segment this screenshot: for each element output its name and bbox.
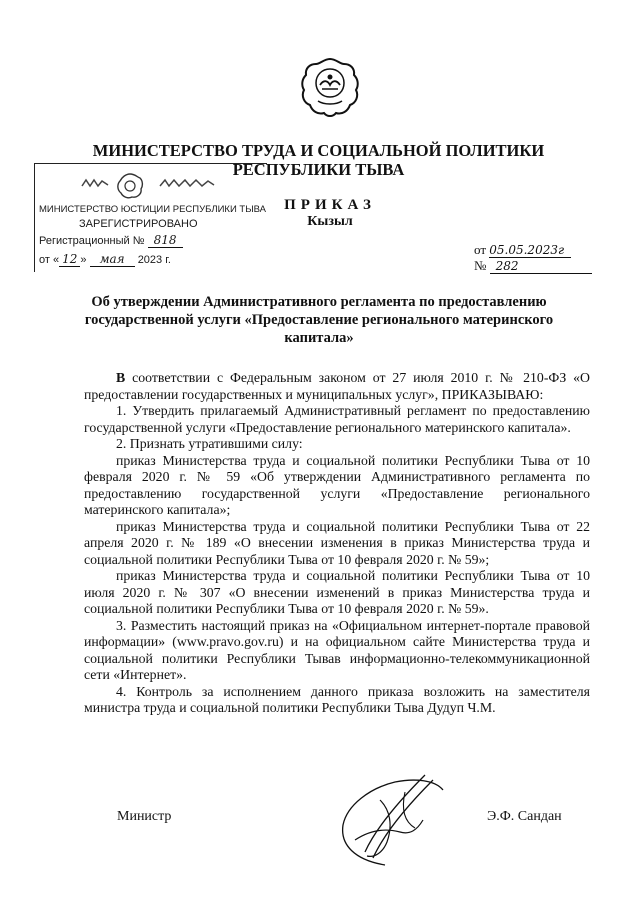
document-title — [80, 293, 558, 347]
city-label: Кызыл — [307, 214, 353, 229]
intro-paragraph: В соответствии с Федеральным законом от 27 июля 2010 г. № 210-ФЗ «О предоставлении государственных и муниципальных услуг», ПРИКАЗЫВАЮ: — [84, 370, 590, 402]
stamp-scribble-icon — [81, 178, 109, 188]
title-line: Об утверждении Административного регламента по предоставлению — [91, 294, 547, 310]
stamp-reg-number: Регистрационный № 818 — [39, 233, 183, 248]
signatory-position: Министр — [117, 809, 172, 824]
ministry-name-line1: МИНИСТЕРСТВО ТРУДА И СОЦИАЛЬНОЙ ПОЛИТИКИ — [92, 141, 545, 160]
stamp-scribble-icon — [159, 178, 215, 188]
doc-type-title: ПРИКАЗ — [284, 197, 376, 213]
paragraph-6: 3. Разместить настоящий приказ на «Официальном интернет-портале правовой информации» (www.pravo.gov.ru) и на официальном сайте Министерства труда и социальной политики Республики Тывав информационно-телекоммуникационной сети «Интернет». — [84, 617, 590, 682]
stamp-ministry-line: МИНИСТЕРСТВО ЮСТИЦИИ РЕСПУБЛИКИ ТЫВА — [39, 204, 266, 215]
title-line: капитала» — [284, 330, 354, 346]
order-number: № 282 — [474, 258, 592, 274]
paragraph-4: приказ Министерства труда и социальной политики Республики Тыва от 22 апреля 2020 г. № 189 «О внесении изменения в приказ Министерства труда и социальной политики Республики Тыва от 10 февраля 2020 г. № 59»; — [84, 518, 590, 567]
paragraph-5: приказ Министерства труда и социальной политики Республики Тыва от 10 июля 2020 г. № 307 «О внесении изменений в приказ Министерства труда и социальной политики Республики Тыва от 10 февраля 2020 г. № 59». — [84, 568, 590, 616]
emblem-icon — [298, 55, 362, 119]
stamp-date: от « 12 » мая 2023 г. — [39, 252, 171, 266]
paragraph-7: 4. Контроль за исполнением данного приказа возложить на заместителя министра труда и социальной политики Республики Тыва Дудуп Ч.М. — [84, 683, 590, 715]
ministry-name-line2: РЕСПУБЛИКИ ТЫВА — [232, 160, 405, 179]
signatory-name: Э.Ф. Сандан — [487, 809, 562, 824]
paragraph-1: 1. Утвердить прилагаемый Административный регламент по предоставлению государственной услуги «Предоставление регионального материнского капитала». — [84, 403, 590, 435]
document-body — [84, 370, 590, 717]
paragraph-2: 2. Признать утратившими силу: — [116, 436, 303, 451]
stamp-emblem-icon — [115, 172, 145, 200]
registration-stamp — [34, 163, 267, 272]
stamp-registered-label: ЗАРЕГИСТРИРОВАНО — [79, 218, 198, 230]
handwritten-signature — [325, 770, 455, 870]
order-date: от 05.05.2023г — [474, 242, 571, 258]
paragraph-3: приказ Министерства труда и социальной политики Республики Тыва от 10 февраля 2020 г. № 59 «Об утверждении Административного регламента по предоставлению государственной услуги «Предоставление регионального материнского капитала»; — [84, 452, 590, 517]
title-line: государственной услуги «Предоставление регионального материнского — [84, 312, 554, 328]
